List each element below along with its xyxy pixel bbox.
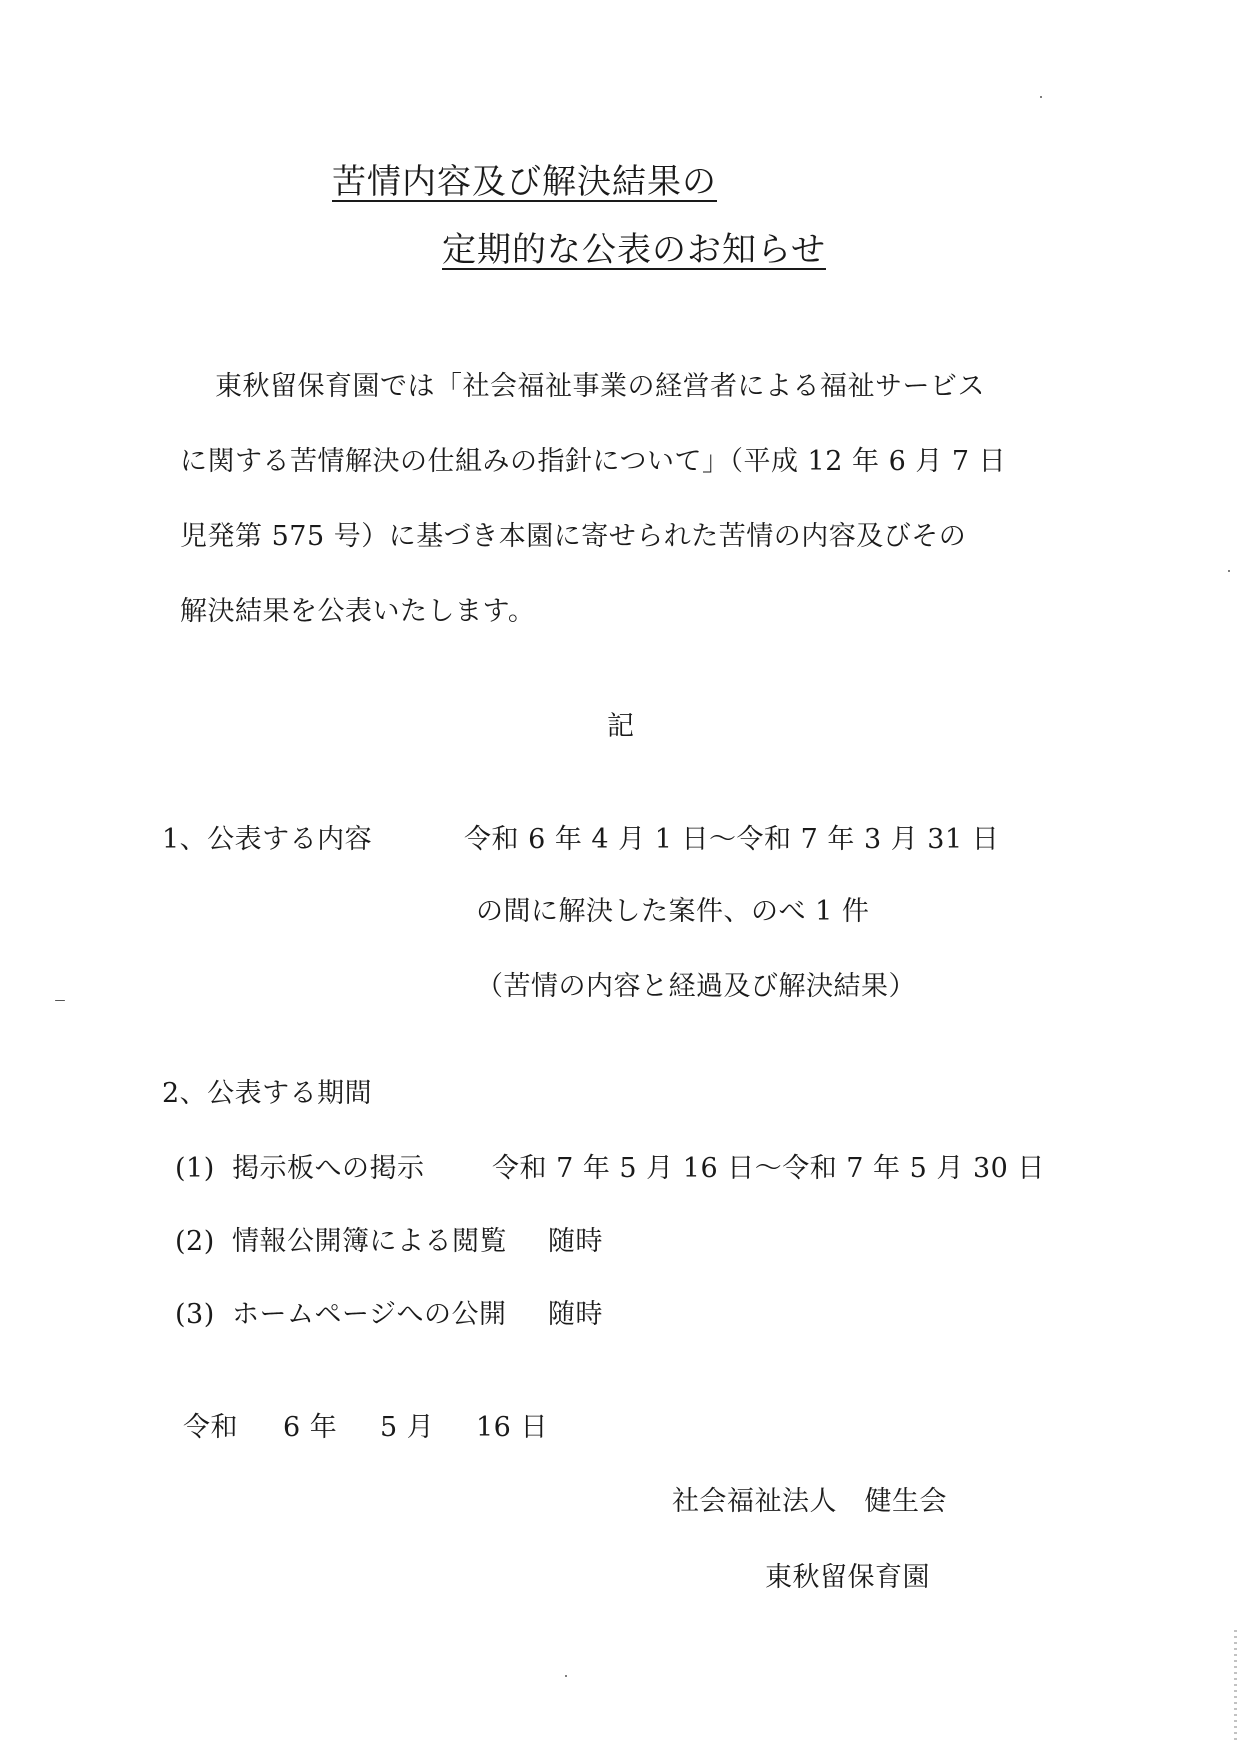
- date-era: 令和: [183, 1412, 238, 1443]
- section1-heading: 1、公表する内容: [162, 824, 373, 855]
- intro-line-2: に関する苦情解決の仕組みの指針について」（平成 12 年 6 月 7 日: [180, 446, 1007, 477]
- title-line-1: 苦情内容及び解決結果の: [332, 162, 717, 202]
- section2-item-1-value: 令和 7 年 5 月 16 日～令和 7 年 5 月 30 日: [492, 1153, 1045, 1184]
- scan-speck: [1040, 96, 1042, 98]
- section2-item-2-label: 情報公開簿による閲覧: [232, 1226, 507, 1257]
- title-line-2: 定期的な公表のお知らせ: [442, 230, 826, 270]
- signature-facility: 東秋留保育園: [765, 1562, 930, 1593]
- scan-speck: [565, 1675, 567, 1677]
- intro-line-4: 解決結果を公表いたします。: [180, 596, 536, 627]
- section2-item-3-num: (3): [175, 1299, 215, 1330]
- date-month: 5 月: [380, 1412, 435, 1443]
- ki-heading: 記: [607, 711, 635, 742]
- section1-period: 令和 6 年 4 月 1 日～令和 7 年 3 月 31 日: [464, 824, 1000, 855]
- intro-line-3: 児発第 575 号）に基づき本園に寄せられた苦情の内容及びその: [180, 521, 967, 552]
- section2-item-2-value: 随時: [548, 1226, 603, 1257]
- intro-line-1: 東秋留保育園では「社会福祉事業の経営者による福祉サービス: [215, 371, 985, 402]
- signature-org: 社会福祉法人 健生会: [672, 1486, 947, 1517]
- scan-speck: [1228, 570, 1230, 572]
- section2-item-3-value: 随時: [548, 1299, 603, 1330]
- scan-edge-marks: [1234, 1630, 1237, 1740]
- section1-count: の間に解決した案件、のべ 1 件: [476, 896, 870, 927]
- section2-item-1-num: (1): [175, 1153, 215, 1184]
- section2-heading: 2、公表する期間: [162, 1078, 373, 1109]
- date-year: 6 年: [283, 1412, 338, 1443]
- section1-note: （苦情の内容と経過及び解決結果）: [476, 971, 916, 1002]
- section2-item-3-label: ホームページへの公開: [232, 1299, 507, 1330]
- date-day: 16 日: [476, 1412, 548, 1443]
- scan-speck: [55, 1000, 65, 1001]
- section2-item-1-label: 掲示板への掲示: [232, 1153, 425, 1184]
- section2-item-2-num: (2): [175, 1226, 215, 1257]
